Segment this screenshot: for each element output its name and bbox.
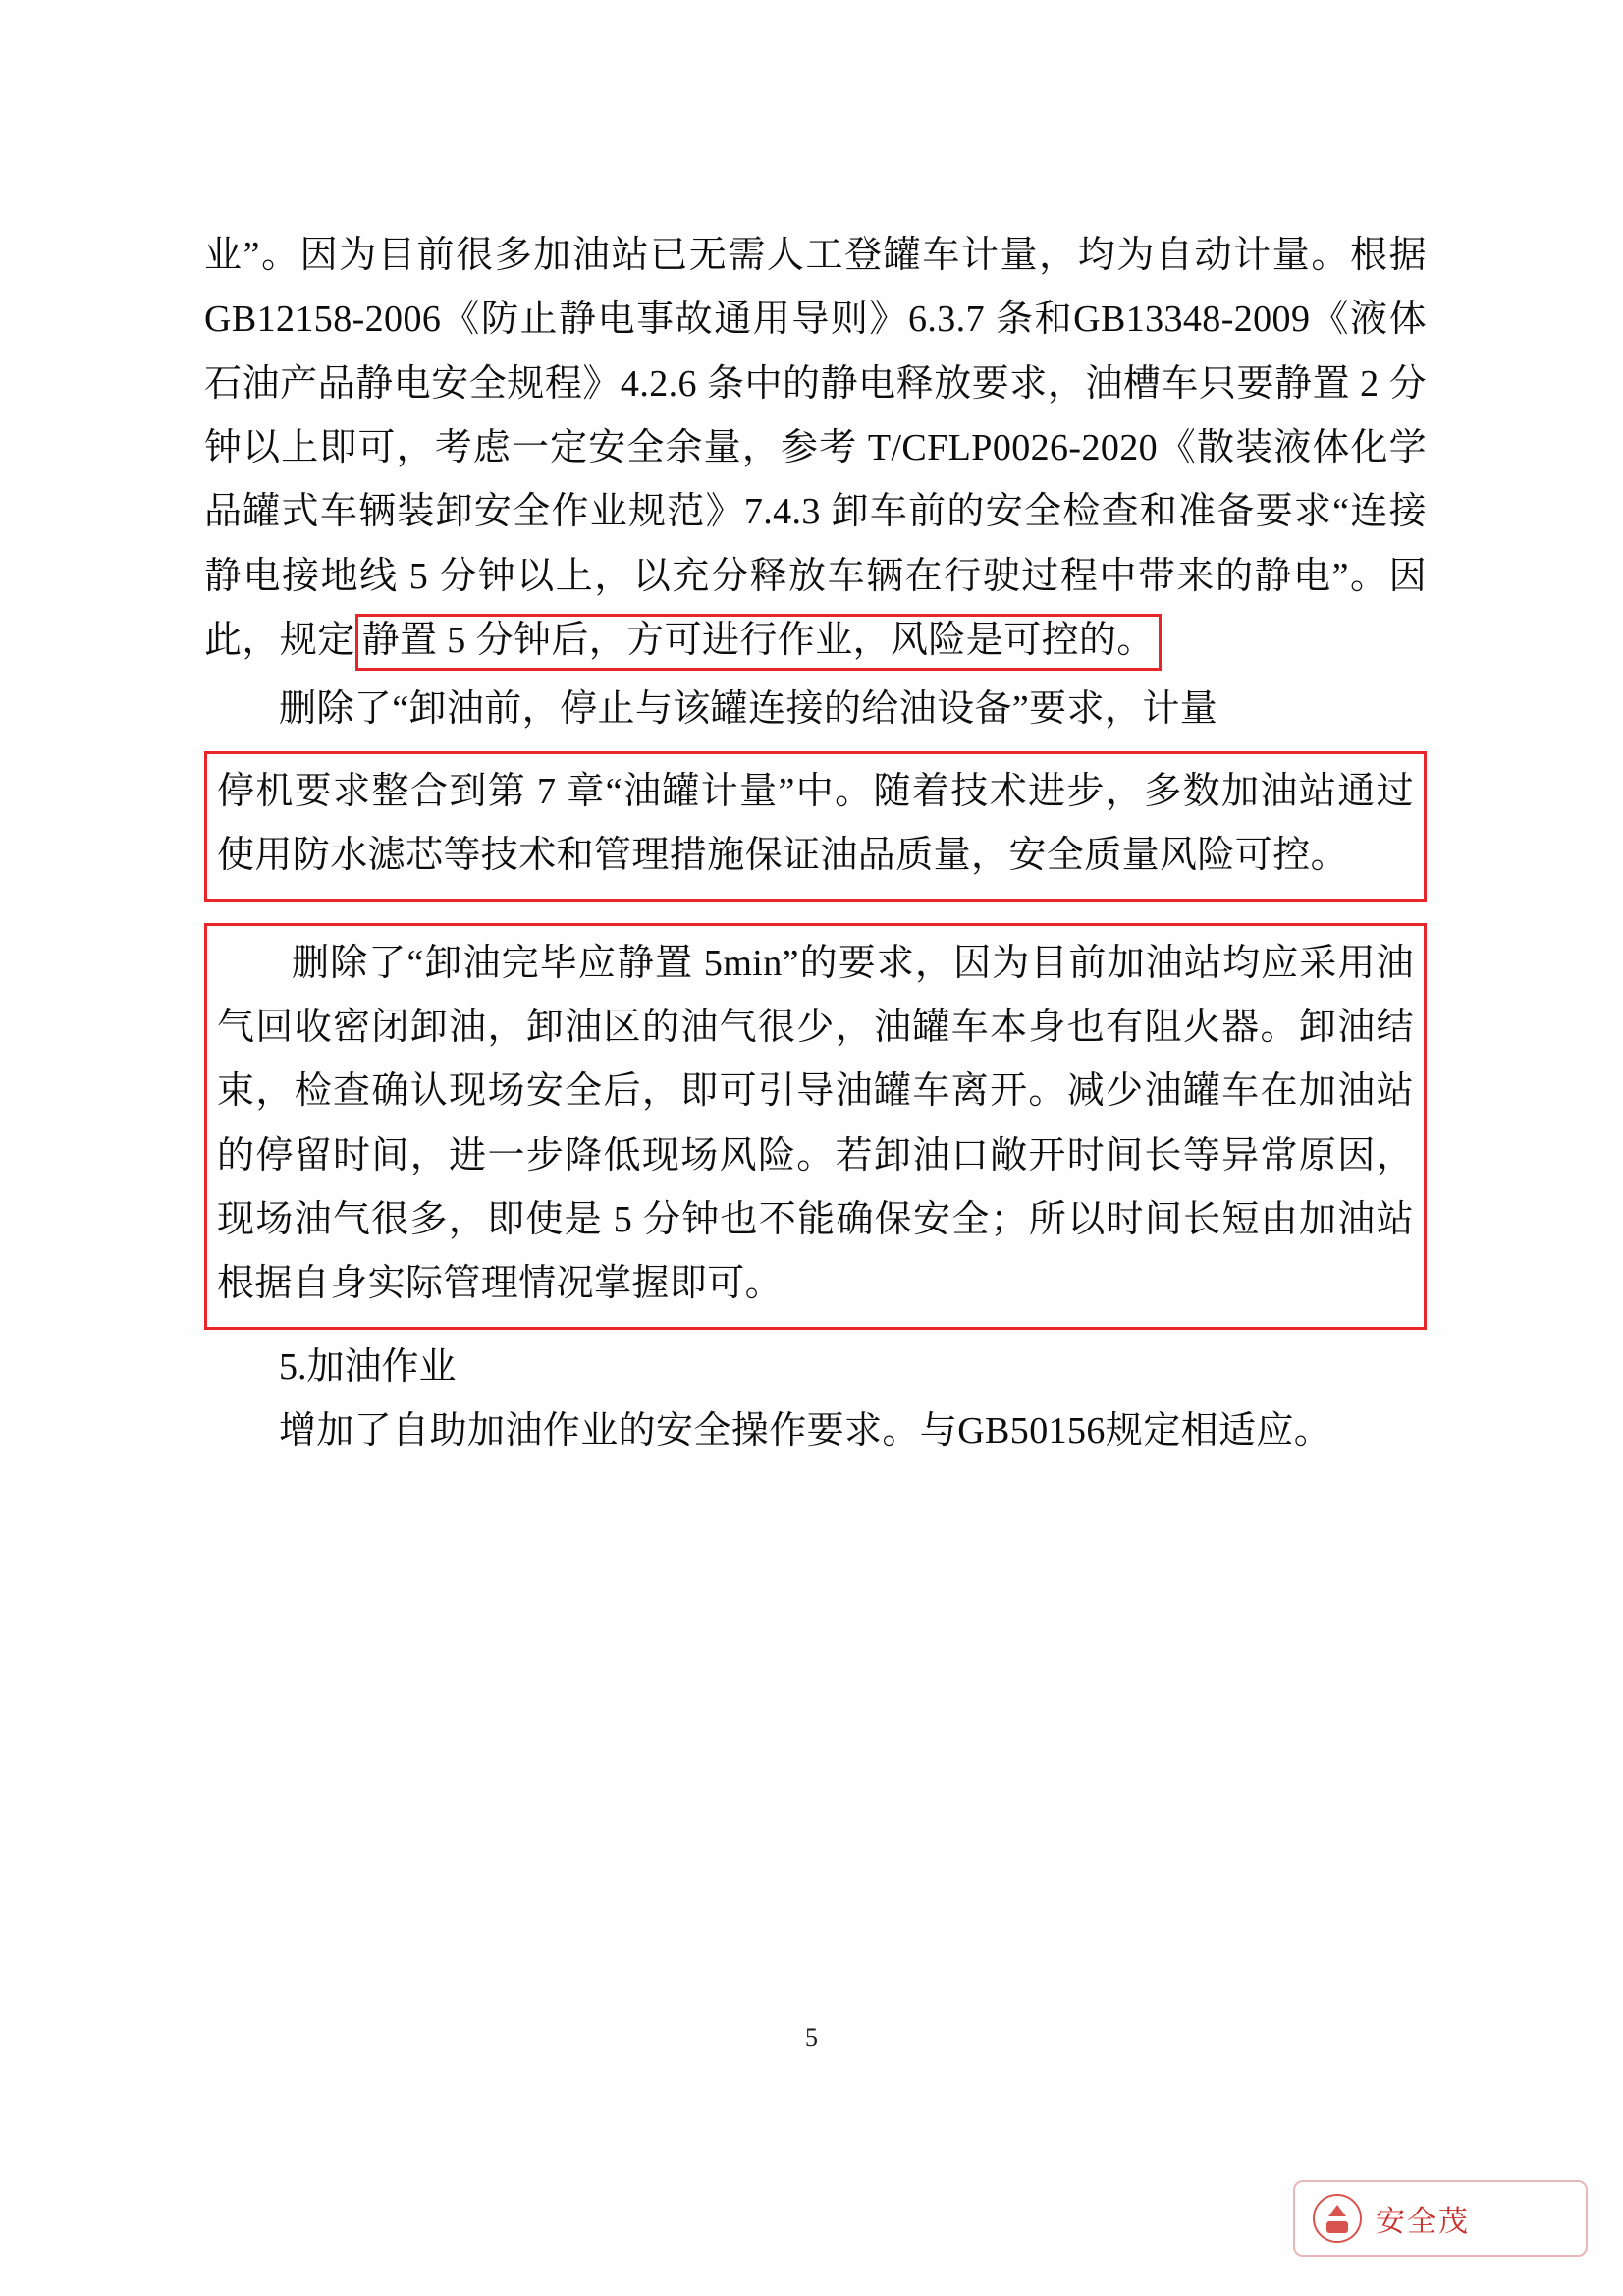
paragraph-2: 删除了“卸油前，停止与该罐连接的给油设备”要求，计量 [279,687,1218,730]
highlighted-clause-box: 静置 5 分钟后，方可进行作业，风险是可控的。 [355,614,1162,670]
paragraph-text [204,224,1427,674]
section-heading: 5.加油作业 [279,1345,457,1388]
annotation-box-1 [204,751,1427,902]
paragraph-1-text: 业”。因为目前很多加油站已无需人工登罐车计量，均为自动计量。根据 GB12158-2006《防止静电事故通用导则》6.3.7 条和GB13348-2009《液体石油产品静电安全规程》4.2.6 条中的静电释放要求，油槽车只要静置 2 分钟以上即可，考虑一定安全余量，参考 T/CFLP0026-2020《散装液体化学品罐式车辆装卸安全作业规范》7.4.3 卸车前的安全检查和准备要求“连接静电接地线 5 分钟以上，以充分释放车辆在行驶过程中带来的静电”。因此，规定 [204,235,1427,662]
document-body [204,224,1427,1463]
paragraph-6: 增加了自助加油作业的安全操作要求。与GB50156规定相适应。 [279,1410,1332,1452]
watermark-badge [1293,2180,1588,2257]
paragraph-3: 停机要求整合到第 7 章“油罐计量”中。随着技术进步，多数加油站通过使用防水滤芯等技术和管理措施保证油品质量，安全质量风险可控。 [217,770,1414,877]
page-number: 5 [805,2023,818,2051]
paragraph-continuation [204,224,1427,674]
paragraph-4: 删除了“卸油完毕应静置 5min”的要求，因为目前加油站均应采用油气回收密闭卸油，卸油区的油气很少，油罐车本身也有阻火器。卸油结束，检查确认现场安全后，即可引导油罐车离开。减少油罐车在加油站的停留时间，进一步降低现场风险。若卸油口敞开时间长等异常原因，现场油气很多，即使是 5 分钟也不能确保安全；所以时间长短由加油站根据自身实际管理情况掌握即可。 [217,942,1414,1305]
watermark-label: 安全茂 [1376,2206,1470,2238]
annotation-box-2 [204,923,1427,1330]
wechat-account-icon [1313,2194,1362,2243]
